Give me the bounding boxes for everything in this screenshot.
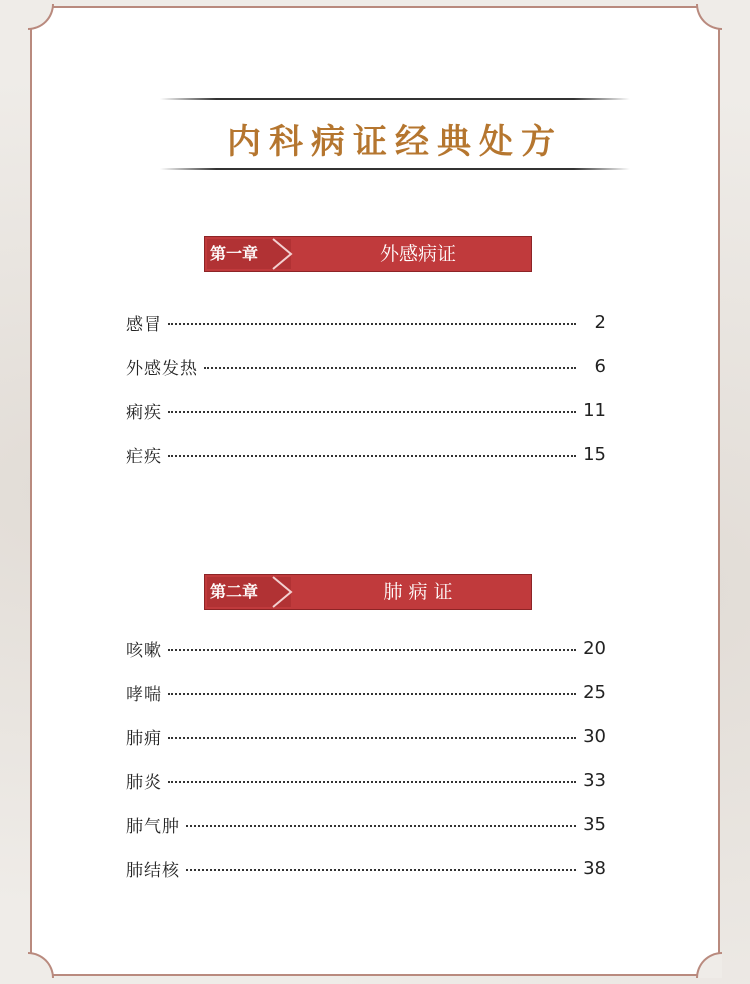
toc-entry-title: 疟疾: [126, 446, 162, 467]
toc-entry[interactable]: [126, 758, 606, 802]
corner-ornament: [696, 4, 722, 30]
toc-entry[interactable]: [126, 344, 606, 388]
toc-entry[interactable]: [126, 802, 606, 846]
toc-entry-page: 35: [583, 813, 606, 835]
corner-ornament: [28, 4, 54, 30]
toc-entry-page: 33: [583, 769, 606, 791]
toc-entry-title: 肺气肿: [126, 816, 180, 837]
toc-entry-page: 11: [583, 399, 606, 421]
toc-entry-page: 25: [583, 681, 606, 703]
page-title: 内科病证经典处方: [227, 122, 563, 162]
toc-entry-title: 咳嗽: [126, 640, 162, 661]
toc-entry-title: 外感发热: [126, 358, 198, 379]
toc-list-1: [126, 300, 606, 476]
title-block: [160, 96, 630, 176]
leader-dots: [168, 649, 576, 651]
toc-entry-page: 20: [583, 637, 606, 659]
toc-entry-page: 2: [594, 311, 606, 333]
toc-entry-page: 38: [583, 857, 606, 879]
toc-entry[interactable]: [126, 846, 606, 890]
toc-entry[interactable]: [126, 388, 606, 432]
leader-dots: [168, 323, 576, 325]
chevron-right-icon: [265, 237, 299, 271]
leader-dots: [168, 411, 576, 413]
toc-list-2: [126, 626, 606, 890]
corner-ornament: [696, 952, 722, 978]
corner-ornament: [28, 952, 54, 978]
toc-entry-title: 哮喘: [126, 684, 162, 705]
chapter-banner-2: [204, 574, 532, 610]
toc-entry[interactable]: [126, 300, 606, 344]
toc-entry-title: 肺痈: [126, 728, 162, 749]
chapter-label: 第一章: [207, 239, 291, 269]
toc-page: [30, 6, 720, 976]
toc-entry-page: 30: [583, 725, 606, 747]
toc-entry-page: 15: [583, 443, 606, 465]
chapter-name: 肺 病 证: [383, 581, 453, 603]
leader-dots: [168, 455, 576, 457]
chapter-label: 第二章: [207, 577, 291, 607]
leader-dots: [168, 693, 576, 695]
leader-dots: [168, 781, 576, 783]
title-rule-bottom: [160, 168, 630, 170]
chevron-right-icon: [265, 575, 299, 609]
chapter-banner-1: [204, 236, 532, 272]
toc-entry[interactable]: [126, 626, 606, 670]
toc-entry[interactable]: [126, 670, 606, 714]
toc-entry-title: 感冒: [126, 314, 162, 335]
leader-dots: [168, 737, 576, 739]
toc-entry[interactable]: [126, 432, 606, 476]
toc-entry-page: 6: [594, 355, 606, 377]
leader-dots: [204, 367, 576, 369]
chapter-name: 外感病证: [379, 243, 456, 265]
leader-dots: [186, 869, 576, 871]
title-rule-top: [160, 98, 630, 100]
toc-entry-title: 肺结核: [126, 860, 180, 881]
toc-entry-title: 肺炎: [126, 772, 162, 793]
leader-dots: [186, 825, 576, 827]
toc-entry[interactable]: [126, 714, 606, 758]
toc-entry-title: 痢疾: [126, 402, 162, 423]
